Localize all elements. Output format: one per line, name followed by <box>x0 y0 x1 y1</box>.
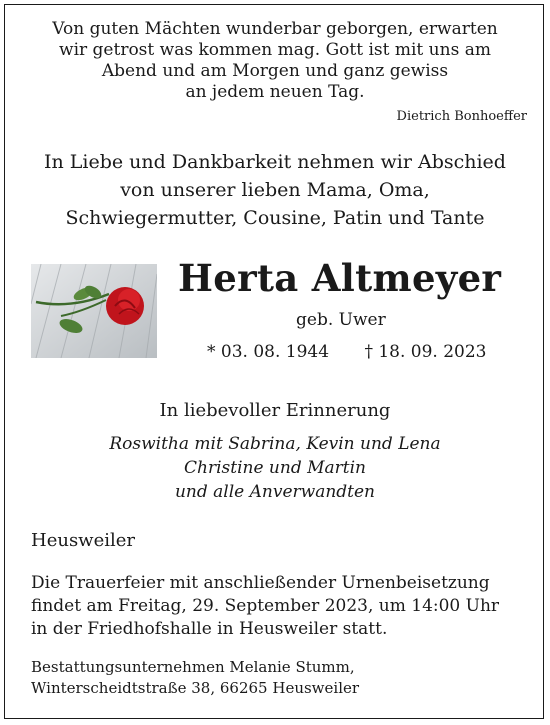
place-name: Heusweiler <box>31 530 136 551</box>
mourners-list <box>0 432 550 504</box>
death-date: † 18. 09. 2023 <box>364 342 487 362</box>
mourner-line: und alle Anverwandten <box>174 482 376 502</box>
mourner-line: Christine und Martin <box>184 458 366 478</box>
intro-line: Schwiegermutter, Cousine, Patin und Tante <box>65 207 485 229</box>
quote-line: Abend und am Morgen und ganz gewiss <box>101 61 449 81</box>
maiden-name: geb. Uwer <box>296 310 386 330</box>
intro-line: In Liebe und Dankbarkeit nehmen wir Abschied <box>44 151 506 173</box>
quote-line: an jedem neuen Tag. <box>185 82 365 102</box>
remembrance-heading: In liebevoller Erinnerung <box>159 400 391 421</box>
quote-author: Dietrich Bonhoeffer <box>396 109 527 124</box>
undertaker-line: Bestattungsunternehmen Melanie Stumm, <box>31 658 355 676</box>
service-line: findet am Freitag, 29. September 2023, um 14:00 Uhr <box>31 596 500 616</box>
life-dates <box>207 342 487 362</box>
funeral-service-info <box>31 572 499 641</box>
quote-line: Von guten Mächten wunderbar geborgen, erwarten <box>52 19 498 39</box>
service-line: in der Friedhofshalle in Heusweiler statt. <box>31 619 388 639</box>
farewell-intro <box>0 148 550 232</box>
undertaker-info <box>31 657 359 699</box>
mourner-line: Roswitha mit Sabrina, Kevin und Lena <box>109 434 441 454</box>
intro-line: von unserer lieben Mama, Oma, <box>120 179 430 201</box>
service-line: Die Trauerfeier mit anschließender Urnenbeisetzung <box>31 573 490 593</box>
red-rose-image <box>31 264 157 358</box>
deceased-name: Herta Altmeyer <box>178 256 502 300</box>
birth-date: * 03. 08. 1944 <box>207 342 330 362</box>
red-rose-on-wood-icon <box>31 264 157 358</box>
undertaker-line: Winterscheidtstraße 38, 66265 Heusweiler <box>31 679 360 697</box>
bonhoeffer-quote <box>0 19 550 103</box>
quote-line: wir getrost was kommen mag. Gott ist mit uns am <box>59 40 491 60</box>
